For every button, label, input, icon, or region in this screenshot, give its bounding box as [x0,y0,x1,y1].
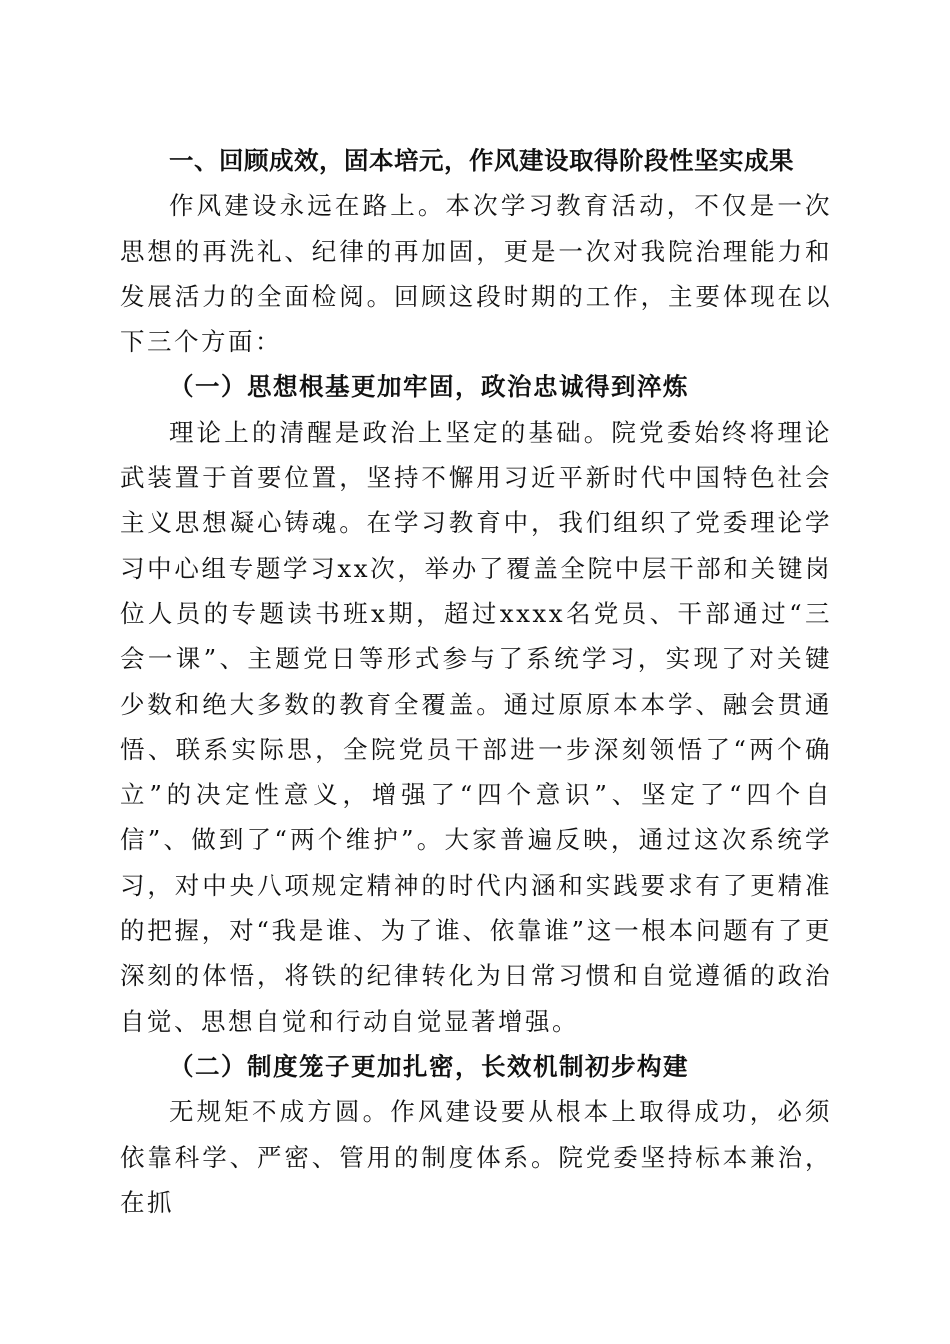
document-body [120,138,832,1225]
heading-level-1: 一、回顾成效，固本培元，作风建设取得阶段性坚实成果 [169,146,794,175]
section-1-title: （一）思想根基更加牢固，政治忠诚得到淬炼 [169,372,689,402]
section-2-title: （二）制度笼子更加扎密，长效机制初步构建 [169,1051,689,1081]
intro-paragraph: 作风建设永远在路上。本次学习教育活动，不仅是一次思想的再洗礼、纪律的再加固，更是一次对我院治理能力和发展活力的全面检阅。回顾这段时期的工作，主要体现在以下三个方面： [120,191,832,357]
section-2-paragraph: 无规矩不成方圆。作风建设要从根本上取得成功，必须依靠科学、严密、管用的制度体系。院党委坚持标本兼治，在抓 [120,1097,832,1217]
section-1-paragraph: 理论上的清醒是政治上坚定的基础。院党委始终将理论武装置于首要位置，坚持不懈用习近平新时代中国特色社会主义思想凝心铸魂。在学习教育中，我们组织了党委理论学习中心组专题学习xx次，举办了覆盖全院中层干部和关键岗位人员的专题读书班x期，超过xxxx名党员、干部通过“三会一课”、主题党日等形式参与了系统学习，实现了对关键少数和绝大多数的教育全覆盖。通过原原本本学、融会贯通悟、联系实际思，全院党员干部进一步深刻领悟了“两个确立”的决定性意义，增强了“四个意识”、坚定了“四个自信”、做到了“两个维护”。大家普遍反映，通过这次系统学习，对中央八项规定精神的时代内涵和实践要求有了更精准的把握，对“我是谁、为了谁、依靠谁”这一根本问题有了更深刻的体悟，将铁的纪律转化为日常习惯和自觉遵循的政治自觉、思想自觉和行动自觉显著增强。 [120,417,832,1036]
